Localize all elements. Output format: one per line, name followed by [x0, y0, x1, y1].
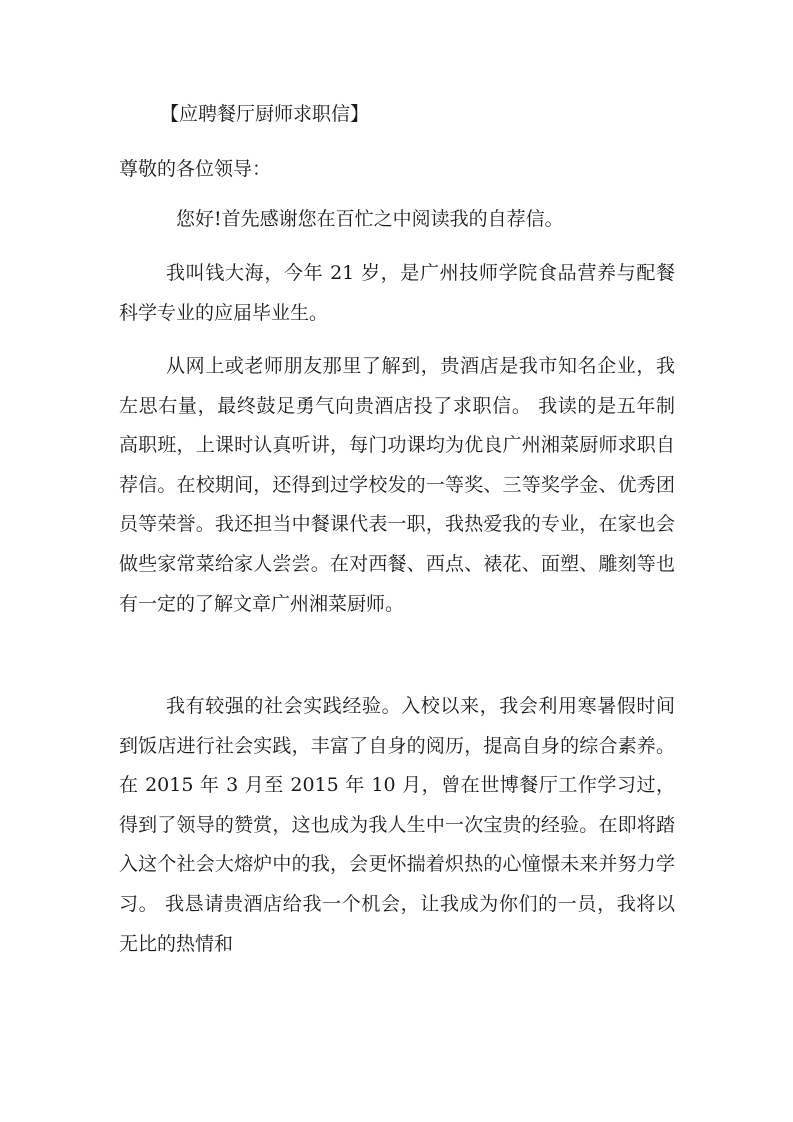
- paragraph-introduction: 我叫钱大海，今年 21 岁，是广州技师学院食品营养与配餐科学专业的应届毕业生。: [119, 262, 675, 324]
- greeting: 您好!首先感谢您在百忙之中阅读我的自荐信。: [176, 208, 564, 230]
- paragraph-experience: 我有较强的社会实践经验。入校以来，我会利用寒暑假时间到饭店进行社会实践，丰富了自身的阅历，提高自身的综合素养。在 2015 年 3 月至 2015 年 10 月，曾在世博餐厅工作学习过，得到了领导的赞赏，这也成为我人生中一次宝贵的经验。在即将踏入这个社会大熔炉中的我，会更怀揣着炽热的心憧憬未来并努力学习。 我恳请贵酒店给我一个机会，让我成为你们的一员，我将以无比的热情和: [119, 695, 675, 955]
- salutation: 尊敬的各位领导：: [119, 158, 272, 180]
- paragraph-education: 从网上或老师朋友那里了解到，贵酒店是我市知名企业，我左思右量，最终鼓足勇气向贵酒店投了求职信。 我读的是五年制高职班，上课时认真听讲，每门功课均为优良广州湘菜厨师求职自荐信。在校期间，还得到过学校发的一等奖、三等奖学金、优秀团员等荣誉。我还担当中餐课代表一职，我热爱我的专业，在家也会做些家常菜给家人尝尝。在对西餐、西点、裱花、面塑、雕刻等也有一定的了解文章广州湘菜厨师。: [119, 355, 675, 615]
- document-title: 【应聘餐厅厨师求职信】: [160, 103, 370, 125]
